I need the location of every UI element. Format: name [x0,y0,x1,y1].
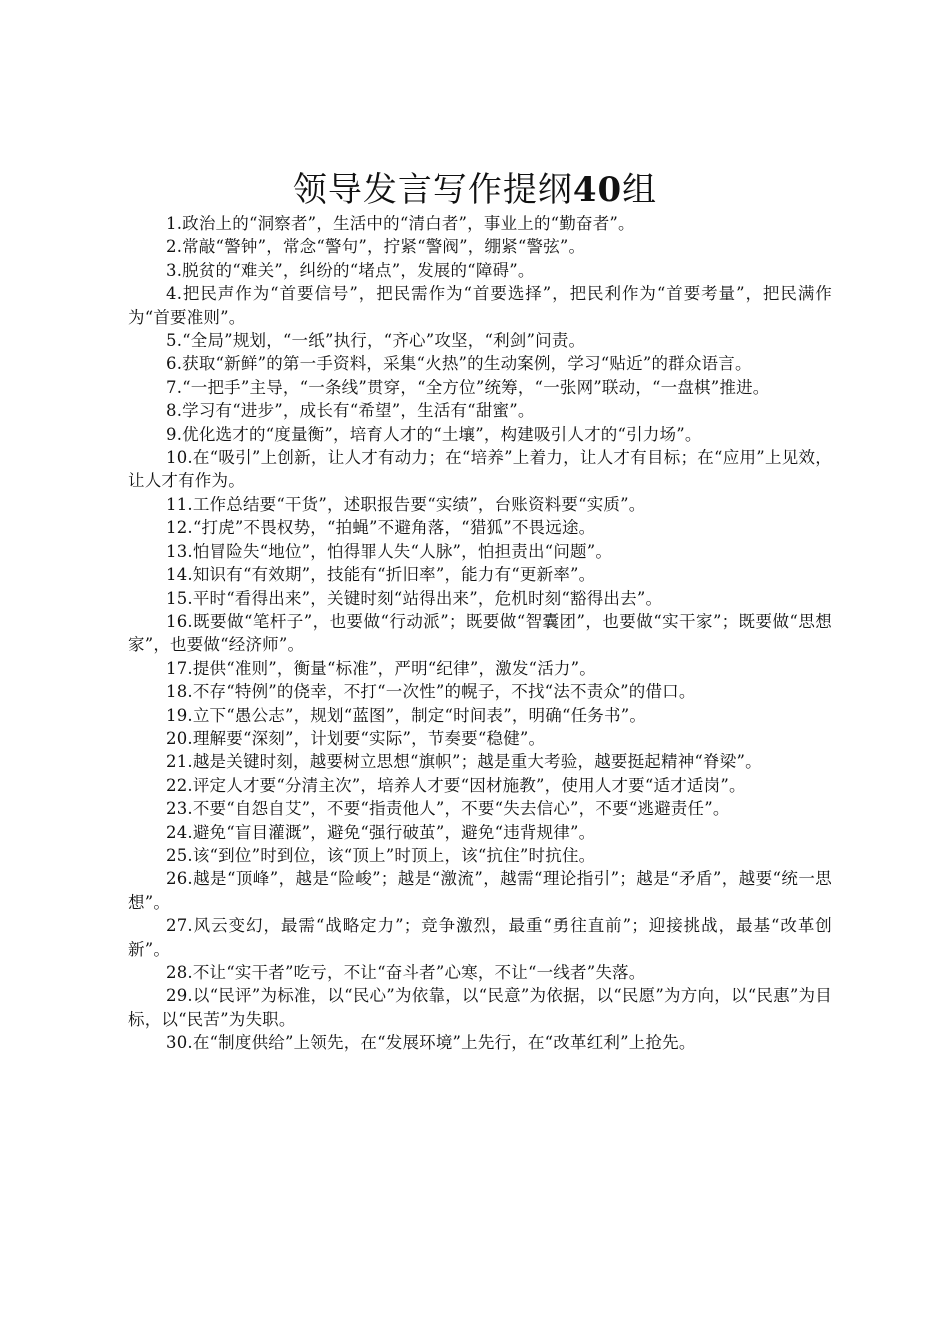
outline-item-16: 16.既要做“笔杆子”，也要做“行动派”；既要做“智囊团”，也要做“实干家”；既要做“思想家”，也要做“经济师”。 [128,611,832,655]
outline-item-25: 25.该“到位”时到位，该“顶上”时顶上，该“抗住”时抗住。 [166,845,596,865]
outline-item-7: 7.“一把手”主导，“一条线”贯穿，“全方位”统筹，“一张网”联动，“一盘棋”推进。 [166,377,770,397]
outline-item-28: 28.不让“实干者”吃亏，不让“奋斗者”心寒，不让“一线者”失落。 [166,963,646,982]
outline-item-11: 11.工作总结要“干货”，述职报告要“实绩”，台账资料要“实质”。 [166,494,646,514]
outline-item-18: 18.不存“特例”的侥幸，不打“一次性”的幌子，不找“法不责众”的借口。 [166,682,696,702]
outline-list [128,212,832,1055]
outline-item-15: 15.平时“看得出来”，关键时刻“站得出来”，危机时刻“豁得出去”。 [166,588,663,608]
outline-item-9: 9.优化选才的“度量衡”，培育人才的“土壤”，构建吸引人才的“引力场”。 [166,424,702,444]
outline-item-26: 26.越是“顶峰”，越是“险峻”；越是“激流”，越需“理论指引”；越是“矛盾”，越要“统一思想”。 [128,869,832,912]
outline-item-12: 12.“打虎”不畏权势，“拍蝇”不避角落，“猎狐”不畏远途。 [166,518,596,538]
outline-item-23: 23.不要“自怨自艾”，不要“指责他人”，不要“失去信心”，不要“逃避责任”。 [166,799,730,819]
title-suffix: 组 [622,170,658,210]
outline-item-17: 17.提供“准则”，衡量“标准”，严明“纪律”，激发“活力”。 [166,658,596,678]
outline-item-3: 3.脱贫的“难关”，纠纷的“堵点”，发展的“障碍”。 [166,260,535,280]
outline-item-14: 14.知识有“有效期”，技能有“折旧率”，能力有“更新率”。 [166,565,596,585]
outline-item-13: 13.怕冒险失“地位”，怕得罪人失“人脉”，怕担责出“问题”。 [166,541,613,561]
outline-item-1: 1.政治上的“洞察者”，生活中的“清白者”，事业上的“勤奋者”。 [166,214,635,233]
outline-item-20: 20.理解要“深刻”，计划要“实际”，节奏要“稳健”。 [166,728,546,748]
outline-item-10: 10.在“吸引”上创新，让人才有动力；在“培养”上着力，让人才有目标；在“应用”上见效，让人才有作为。 [128,448,832,491]
title-number: 40 [572,170,623,210]
outline-item-22: 22.评定人才要“分清主次”，培养人才要“因材施教”，使用人才要“适才适岗”。 [166,775,746,795]
outline-item-27: 27.风云变幻，最需“战略定力”；竞争激烈，最重“勇往直前”；迎接挑战，最基“改革创新”。 [128,916,832,959]
outline-item-30: 30.在“制度供给”上领先，在“发展环境”上先行，在“改革红利”上抢先。 [166,1033,696,1053]
outline-item-5: 5.“全局”规划，“一纸”执行，“齐心”攻坚，“利剑”问责。 [166,331,586,351]
title-text: 领导发言写作提纲 [292,170,573,210]
outline-item-8: 8.学习有“进步”，成长有“希望”，生活有“甜蜜”。 [166,401,535,421]
outline-item-4: 4.把民声作为“首要信号”，把民需作为“首要选择”，把民利作为“首要考量”，把民满作为“首要准则”。 [128,284,832,327]
outline-item-19: 19.立下“愚公志”，规划“蓝图”，制定“时间表”，明确“任务书”。 [166,705,647,725]
page-title [0,168,950,212]
outline-item-2: 2.常敲“警钟”，常念“警句”，拧紧“警阀”，绷紧“警弦”。 [166,237,586,257]
outline-item-21: 21.越是关键时刻，越要树立思想“旗帜”；越是重大考验，越要挺起精神“脊梁”。 [166,752,762,772]
outline-item-6: 6.获取“新鲜”的第一手资料，采集“火热”的生动案例，学习“贴近”的群众语言。 [166,354,752,374]
outline-item-24: 24.避免“盲目灌溉”，避免“强行破茧”，避免“违背规律”。 [166,822,596,842]
outline-item-29: 29.以“民评”为标准，以“民心”为依靠，以“民意”为依据，以“民愿”为方向，以“民惠”为目标，以“民苦”为失职。 [128,986,832,1029]
